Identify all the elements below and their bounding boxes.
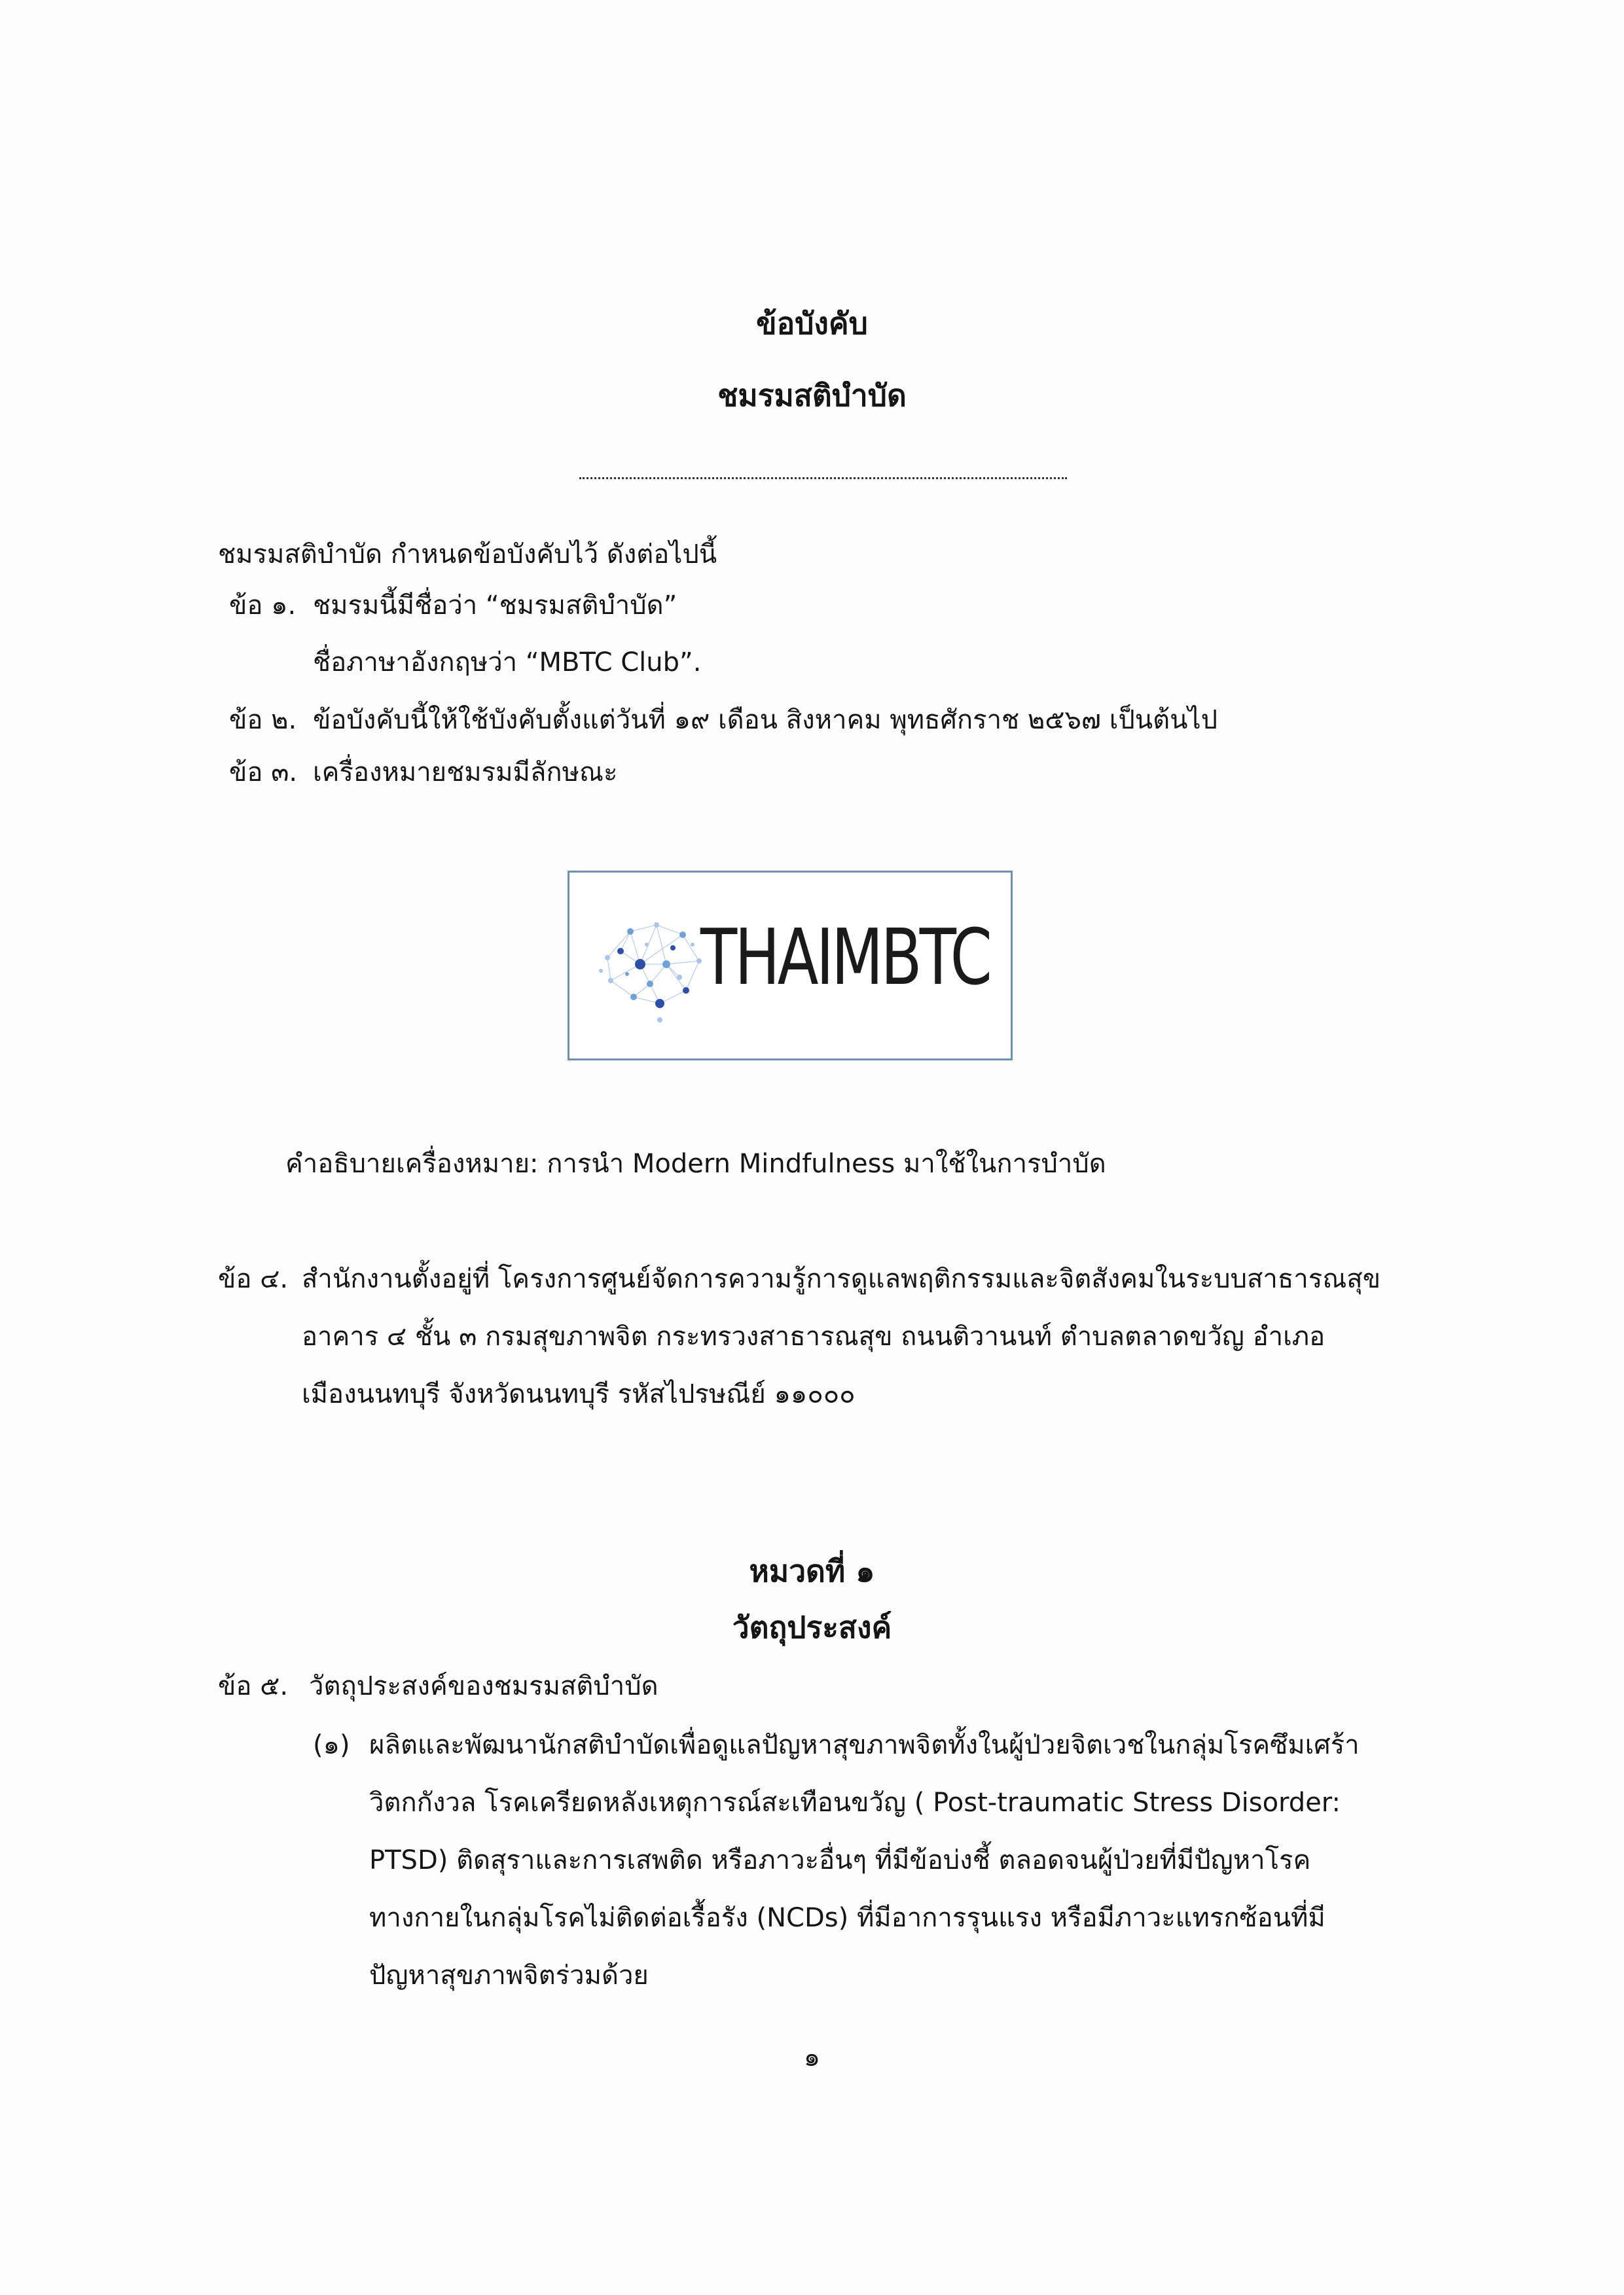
- clause-3-text: เครื่องหมายชมรมมีลักษณะ: [313, 757, 618, 787]
- logo-wordmark: THAIMBTC: [700, 912, 990, 1002]
- chapter-number: หมวดที่ ๑: [749, 1553, 875, 1589]
- clause-3-label: ข้อ ๓.: [229, 757, 298, 787]
- clause-2-text: ข้อบังคับนี้ให้ใช้บังคับตั้งแต่วันที่ ๑๙ เดือน สิงหาคม พุทธศักราช ๒๕๖๗ เป็นต้นไป: [313, 705, 1218, 735]
- brain-network-icon: [594, 905, 706, 1030]
- clause-4-line-2: อาคาร ๔ ชั้น ๓ กรมสุขภาพจิต กระทรวงสาธารณสุข ถนนติวานนท์ ตำบลตลาดขวัญ อำเภอ: [302, 1322, 1326, 1352]
- club-logo: [568, 871, 1013, 1060]
- clause-5-label: ข้อ ๕.: [218, 1671, 289, 1701]
- clause-4-line-3: เมืองนนทบุรี จังหวัดนนทบุรี รหัสไปรษณีย์ ๑๑๐๐๐: [302, 1379, 856, 1409]
- objective-1-line-4: ทางกายในกลุ่มโรคไม่ติดต่อเรื้อรัง (NCDs) ที่มีอาการรุนแรง หรือมีภาวะแทรกซ้อนที่มี: [369, 1903, 1326, 1933]
- clause-4-line-1: สำนักงานตั้งอยู่ที่ โครงการศูนย์จัดการความรู้การดูแลพฤติกรรมและจิตสังคมในระบบสาธารณสุข: [302, 1264, 1381, 1294]
- clause-4-label: ข้อ ๔.: [218, 1264, 289, 1294]
- chapter-title: วัตถุประสงค์: [732, 1610, 892, 1645]
- intro-text: ชมรมสติบำบัด กำหนดข้อบังคับไว้ ดังต่อไปนี้: [218, 539, 717, 569]
- clause-1-line-2: ชื่อภาษาอังกฤษว่า “MBTC Club”.: [313, 647, 702, 678]
- objective-1-line-1: ผลิตและพัฒนานักสติบำบัดเพื่อดูแลปัญหาสุขภาพจิตทั้งในผู้ป่วยจิตเวชในกลุ่มโรคซึมเศร้า: [369, 1730, 1360, 1760]
- objective-1-line-5: ปัญหาสุขภาพจิตร่วมด้วย: [369, 1961, 649, 1991]
- logo-caption: คำอธิบายเครื่องหมาย: การนำ Modern Mindfulness มาใช้ในการบำบัด: [285, 1149, 1106, 1179]
- document-title: ข้อบังคับ: [756, 306, 868, 341]
- clause-1-label: ข้อ ๑.: [229, 590, 297, 621]
- objective-1-line-3: PTSD) ติดสุราและการเสพติด หรือภาวะอื่นๆ ที่มีข้อบ่งชี้ ตลอดจนผู้ป่วยที่มีปัญหาโรค: [369, 1845, 1311, 1875]
- objective-1-line-2: วิตกกังวล โรคเครียดหลังเหตุการณ์สะเทือนขวัญ ( Post-traumatic Stress Disorder:: [369, 1788, 1341, 1818]
- dotted-divider: [579, 477, 1067, 479]
- clause-5-text: วัตถุประสงค์ของชมรมสติบำบัด: [309, 1671, 659, 1701]
- clause-1-line-1: ชมรมนี้มีชื่อว่า “ชมรมสติบำบัด”: [313, 590, 677, 621]
- page-number: ๑: [803, 2042, 821, 2072]
- document-subtitle: ชมรมสติบำบัด: [717, 378, 907, 413]
- objective-1-label: (๑): [313, 1730, 350, 1760]
- clause-2-label: ข้อ ๒.: [229, 705, 297, 735]
